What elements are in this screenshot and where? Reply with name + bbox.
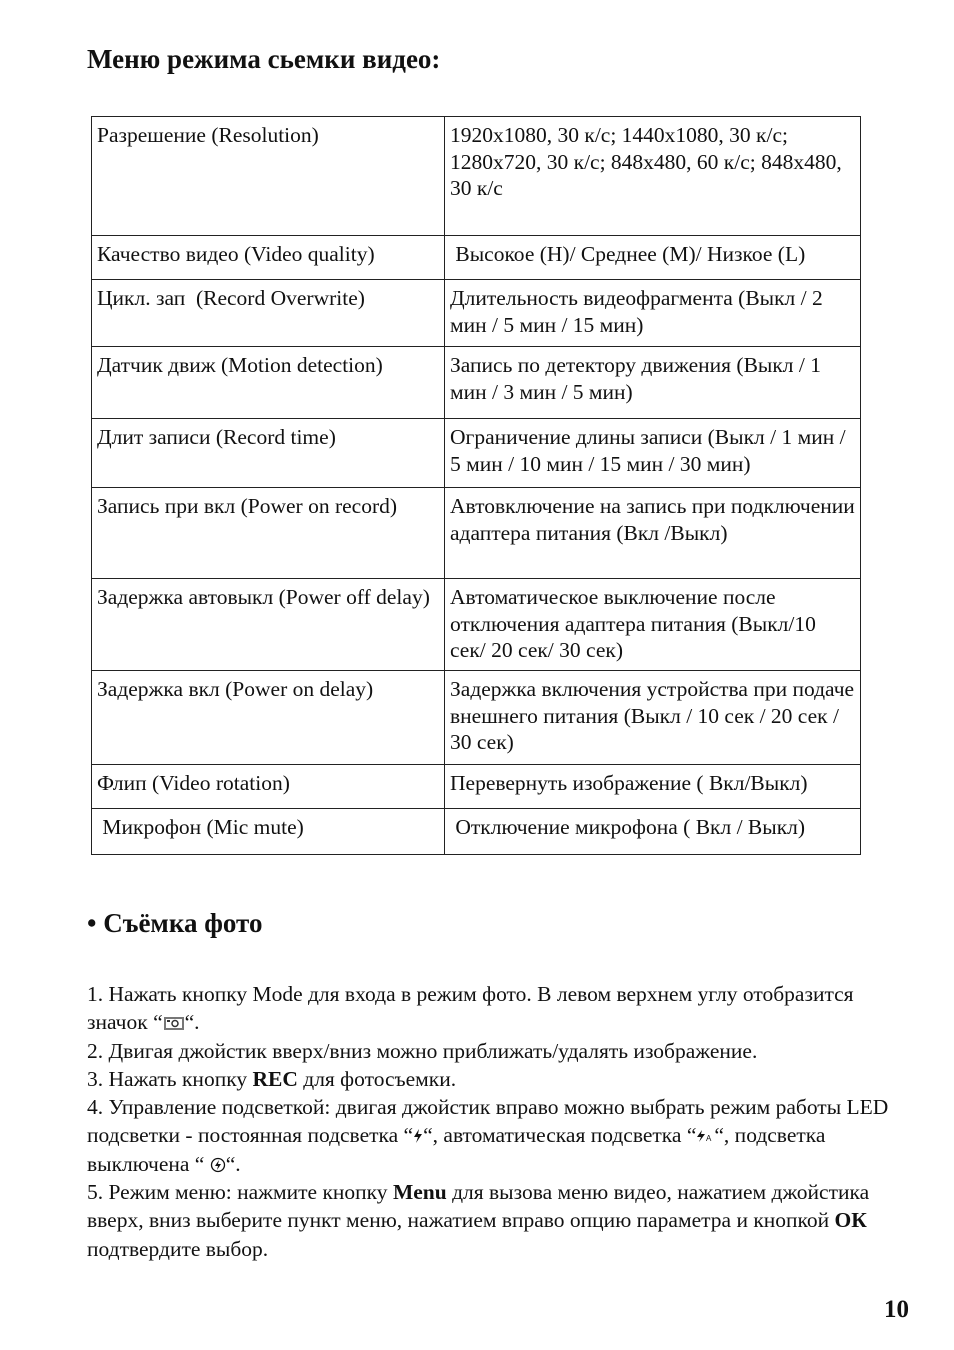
setting-value: Перевернуть изображение ( Вкл/Выкл) [445,765,861,809]
setting-value: Задержка включения устройства при подаче внешнего питания (Выкл / 10 сек / 20 сек / 30 сек) [445,671,861,765]
table-row [92,117,861,236]
setting-name: Запись при вкл (Power on record) [92,488,445,579]
setting-value: Автоматическое выключение после отключения адаптера питания (Выкл/10 сек/ 20 сек/ 30 сек) [445,579,861,671]
flash-auto-icon [696,1128,714,1144]
table-row [92,671,861,765]
instructions [87,980,917,1263]
setting-name: Длит записи (Record time) [92,419,445,488]
setting-value: Ограничение длины записи (Выкл / 1 мин / 5 мин / 10 мин / 15 мин / 30 мин) [445,419,861,488]
page-title: Меню режима сьемки видео: [87,44,441,74]
step-5: 5. Режим меню: нажмите кнопку Menu для вызова меню видео, нажатием джойстика вверх, вниз выберите пункт меню, нажатием вправо опцию параметра и кнопкой ОК подтвердите выбор. [87,1180,870,1261]
setting-value: Высокое (H)/ Среднее (M)/ Низкое (L) [445,236,861,280]
flash-on-icon [413,1128,423,1144]
table-row [92,280,861,347]
setting-value: Автовключение на запись при подключении адаптера питания (Вкл /Выкл) [445,488,861,579]
setting-name: Датчик движ (Motion detection) [92,347,445,419]
camera-icon [163,1015,185,1031]
table-row [92,488,861,579]
setting-name: Задержка вкл (Power on delay) [92,671,445,765]
page-number: 10 [884,1296,909,1323]
setting-value: Длительность видеофрагмента (Выкл / 2 мин / 5 мин / 15 мин) [445,280,861,347]
setting-name: Разрешение (Resolution) [92,117,445,236]
table-row [92,809,861,855]
setting-name: Качество видео (Video quality) [92,236,445,280]
setting-value: 1920x1080, 30 к/с; 1440x1080, 30 к/с; 1280x720, 30 к/с; 848x480, 60 к/с; 848x480, 30 к/с [445,117,861,236]
section-title: • Съёмка фото [87,908,263,938]
setting-value: Запись по детектору движения (Выкл / 1 мин / 3 мин / 5 мин) [445,347,861,419]
setting-name: Микрофон (Mic mute) [92,809,445,855]
table-row [92,765,861,809]
step-3: 3. Нажать кнопку REC для фотосъемки. [87,1066,457,1091]
table-row [92,579,861,671]
video-menu-table [91,116,861,855]
table-row [92,419,861,488]
setting-name: Флип (Video rotation) [92,765,445,809]
svg-text:A: A [706,1134,712,1144]
step-1: 1. Нажать кнопку Mode для входа в режим фото. В левом верхнем углу отобразится значок “ “. [87,982,854,1035]
table-row [92,347,861,419]
step-2: 2. Двигая джойстик вверх/вниз можно приближать/удалять изображение. [87,1038,758,1063]
setting-value: Отключение микрофона ( Вкл / Выкл) [445,809,861,855]
setting-name: Цикл. зап (Record Overwrite) [92,280,445,347]
flash-off-icon [210,1157,226,1173]
table-row [92,236,861,280]
step-4: 4. Управление подсветкой: двигая джойстик вправо можно выбрать режим работы LED подсветки - постоянная подсветка “ “, автоматическая подсветка “ A “, подсветка выключена “ “. [87,1095,889,1176]
setting-name: Задержка автовыкл (Power off delay) [92,579,445,671]
